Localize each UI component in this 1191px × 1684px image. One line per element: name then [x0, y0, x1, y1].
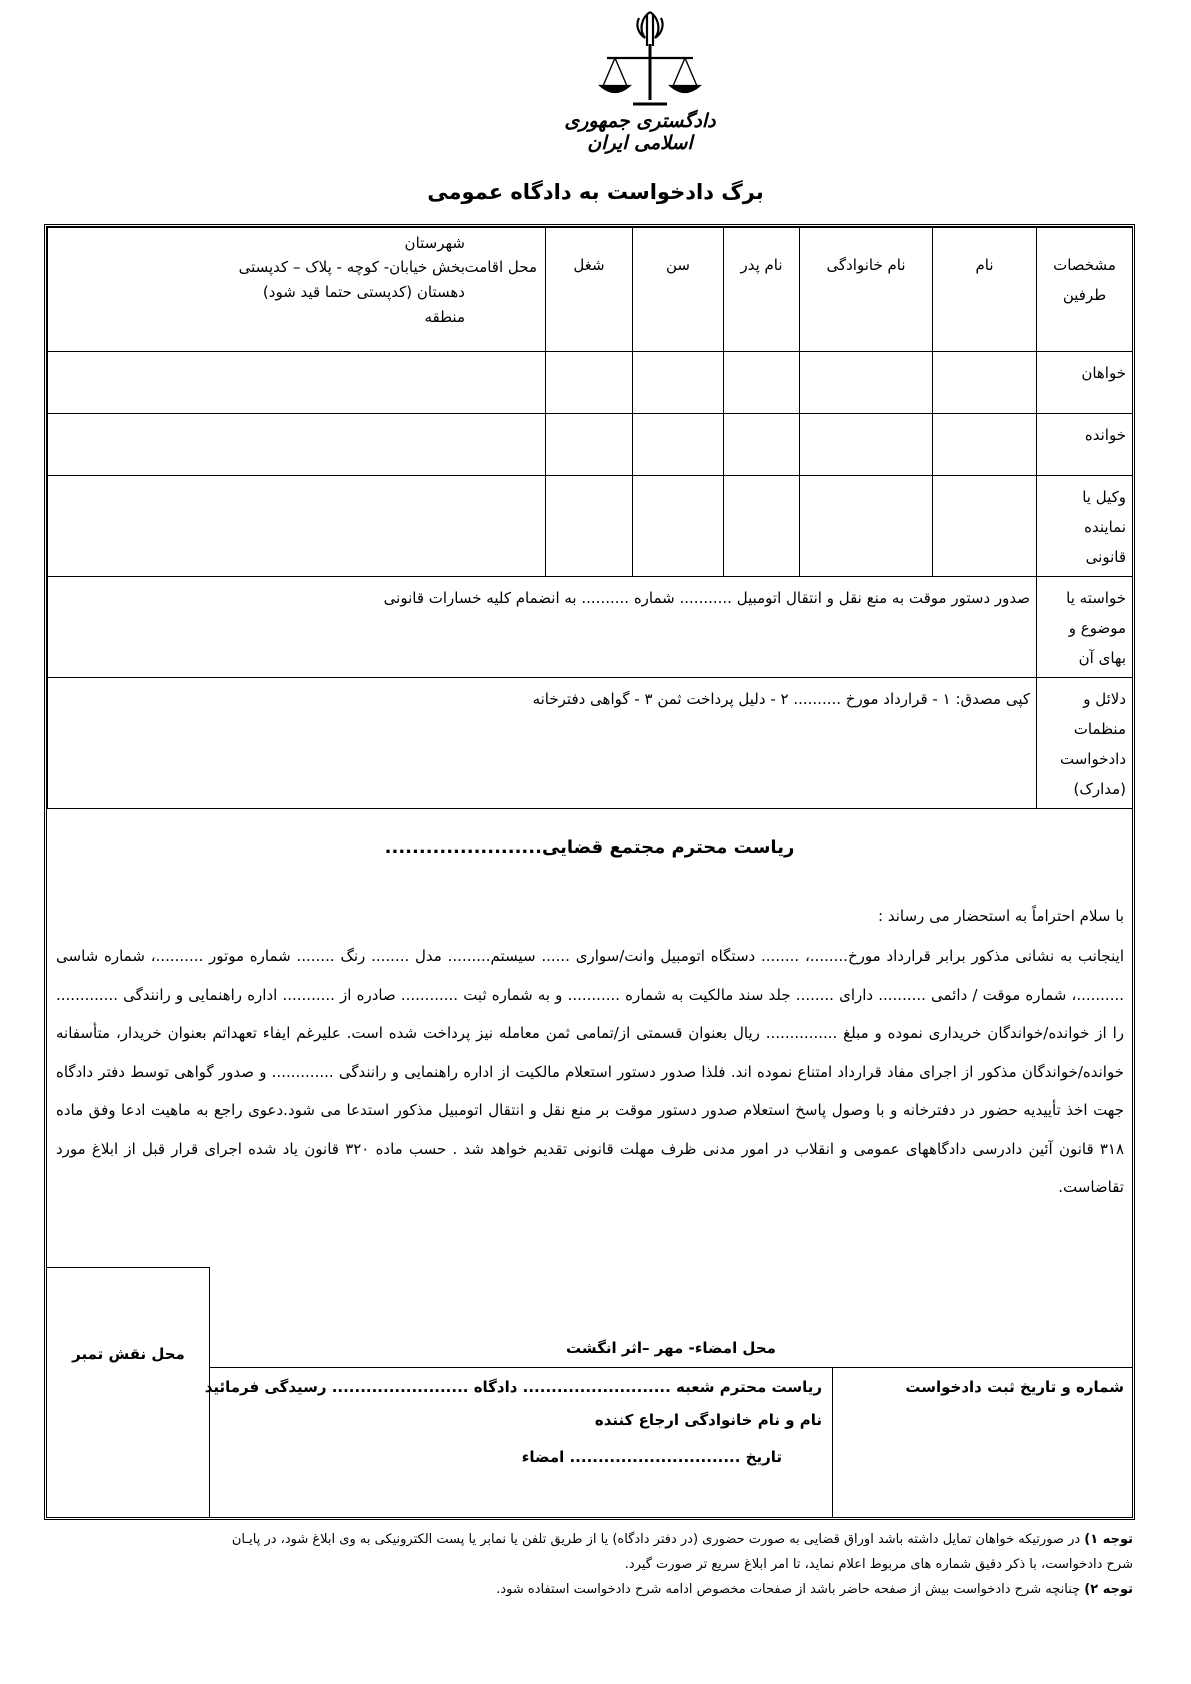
defendant-family-cell[interactable] — [800, 414, 933, 476]
header-job: شغل — [546, 228, 633, 352]
letter-title: ریاست محترم مجتمع قضایی....................... — [384, 837, 795, 858]
referral-line-3[interactable]: تاریخ .............................. امضاء — [521, 1448, 782, 1466]
attorney-family-cell[interactable] — [800, 476, 933, 577]
header-specs: مشخصات طرفین — [1037, 228, 1133, 352]
attorney-age-cell[interactable] — [633, 476, 724, 577]
address-line-village: دهستان (کدپستی حتما قید شود) — [262, 283, 465, 301]
judiciary-logo-text: دادگستری جمهوری اسلامی ایران — [564, 110, 716, 154]
letter-body[interactable]: اینجانب به نشانی مذکور برابر قرارداد مورخ........، ........ دستگاه اتومبیل وانت/سواری ...... سیستم......... مدل ........ رنگ ........ شماره موتور ..........، شماره شاسی ..........، شماره موقت / دائمی .......... دارای ........ جلد سند مالکیت به شماره ........... و به شماره ثبت ............ صادره از ........... اداره راهنمایی و رانندگی ............. را از خوانده/خواندگان خریداری نموده و مبلغ ............... ریال بعنوان قسمتی از/تمامی ثمن معامله نیز پرداخت شده است. علیرغم ایفاء تعهداتم بعنوان خریدار، متأسفانه خوانده/خواندگان مذکور از اجرای مفاد قرارداد امتناع نموده اند. فلذا صدور دستور استعلام مالکیت از اداره راهنمایی و رانندگی ............. و صدور گواهی توسط دفتر دادگاه جهت اخذ تأییدیه حضور در دفترخانه و با وصول پاسخ استعلام صدور دستور موقت بر منع نقل و انتقال اتومبیل مذکور استدعا می شود.دعوی راجع به ماهیت ادعا وفق ماده ۳۱۸ قانون آئین دادرسی دادگاههای عمومی و انقلاب در امور مدنی ظرف مهلت قانونی تقدیم خواهد شد . حسب ماده ۳۲۰ قانون یاد شده اجرای قرار قبل از ابلاغ مورد تقاضاست. — [56, 947, 1124, 1196]
row-label-attorney: وکیل یا نماینده قانونی — [1037, 476, 1133, 577]
claim-row — [48, 577, 1133, 678]
table-row — [48, 352, 1133, 414]
petition-form-frame — [44, 224, 1135, 1520]
letter-greeting: با سلام احتراماً به استحضار می رساند : — [878, 907, 1124, 925]
attorney-name-cell[interactable] — [933, 476, 1037, 577]
row-label-plaintiff: خواهان — [1037, 352, 1133, 414]
header-family-name: نام خانوادگی — [800, 228, 933, 352]
defendant-job-cell[interactable] — [546, 414, 633, 476]
signature-label: محل امضاء- مهر –اثر انگشت — [566, 1339, 776, 1357]
table-row — [48, 414, 1133, 476]
referral-line-2[interactable]: نام و نام خانوادگی ارجاع کننده — [594, 1411, 822, 1429]
stamp-label: محل نقش تمبر — [72, 1345, 185, 1363]
header-name: نام — [933, 228, 1037, 352]
plaintiff-father-cell[interactable] — [724, 352, 800, 414]
attorney-address-cell[interactable] — [48, 476, 546, 577]
attorney-job-cell[interactable] — [546, 476, 633, 577]
judiciary-emblem-icon — [595, 4, 705, 114]
attorney-father-cell[interactable] — [724, 476, 800, 577]
evidence-row — [48, 678, 1133, 809]
plaintiff-age-cell[interactable] — [633, 352, 724, 414]
address-line-street: بخش خیابان- کوچه - پلاک – کدپستی — [238, 258, 465, 276]
plaintiff-job-cell[interactable] — [546, 352, 633, 414]
defendant-address-cell[interactable] — [48, 414, 546, 476]
note-1: توجه ۱) در صورتیکه خواهان تمایل داشته باشد اوراق قضایی به صورت حضوری (در دفتر دادگاه) یا از طریق تلفن یا نمابر یا پست الکترونیکی به وی ابلاغ شود، در پایـان — [231, 1532, 1133, 1547]
signature-area — [47, 1267, 1132, 1517]
header-residence — [48, 228, 546, 352]
stamp-box[interactable] — [47, 1267, 210, 1517]
address-line-city: شهرستان — [404, 234, 465, 252]
evidence-label: دلائل و منظمات دادخواست (مدارک) — [1037, 678, 1133, 809]
claim-label: خواسته یا موضوع و بهای آن — [1037, 577, 1133, 678]
header-father-name: نام پدر — [724, 228, 800, 352]
header-age: سن — [633, 228, 724, 352]
table-header-row — [48, 228, 1133, 352]
defendant-father-cell[interactable] — [724, 414, 800, 476]
address-line-region: منطقه — [424, 308, 465, 326]
plaintiff-name-cell[interactable] — [933, 352, 1037, 414]
registration-box — [204, 1367, 1132, 1517]
defendant-age-cell[interactable] — [633, 414, 724, 476]
petition-letter — [47, 827, 1132, 1196]
defendant-name-cell[interactable] — [933, 414, 1037, 476]
form-title: برگ دادخواست به دادگاه عمومی — [427, 180, 764, 204]
evidence-text[interactable]: کپی مصدق: ۱ - قرارداد مورخ .......... ۲ - دلیل پرداخت ثمن ۳ - گواهی دفترخانه — [48, 678, 1037, 809]
registration-divider — [832, 1368, 833, 1518]
table-row — [48, 476, 1133, 577]
residence-label: محل اقامت — [464, 258, 537, 276]
note-2: توجه ۲) چنانچه شرح دادخواست بیش از صفحه حاضر باشد از صفحات مخصوص ادامه شرح دادخواست استفاده شود. — [496, 1582, 1133, 1597]
registration-label: شماره و تاریخ ثبت دادخواست — [905, 1378, 1124, 1396]
parties-table — [47, 227, 1133, 809]
plaintiff-address-cell[interactable] — [48, 352, 546, 414]
referral-line-1[interactable]: ریاست محترم شعبه .......................... دادگاه ........................ رسیدگی فرمائید — [204, 1378, 822, 1396]
row-label-defendant: خوانده — [1037, 414, 1133, 476]
plaintiff-family-cell[interactable] — [800, 352, 933, 414]
note-1-continued: شرح دادخواست، با ذکر دقیق شماره های مربوط اعلام نماید، تا امر ابلاغ سریع تر صورت گیرد. — [624, 1557, 1133, 1572]
claim-text[interactable]: صدور دستور موقت به منع نقل و انتقال اتومبیل ........... شماره .......... به انضمام کلیه خسارات قانونی — [48, 577, 1037, 678]
